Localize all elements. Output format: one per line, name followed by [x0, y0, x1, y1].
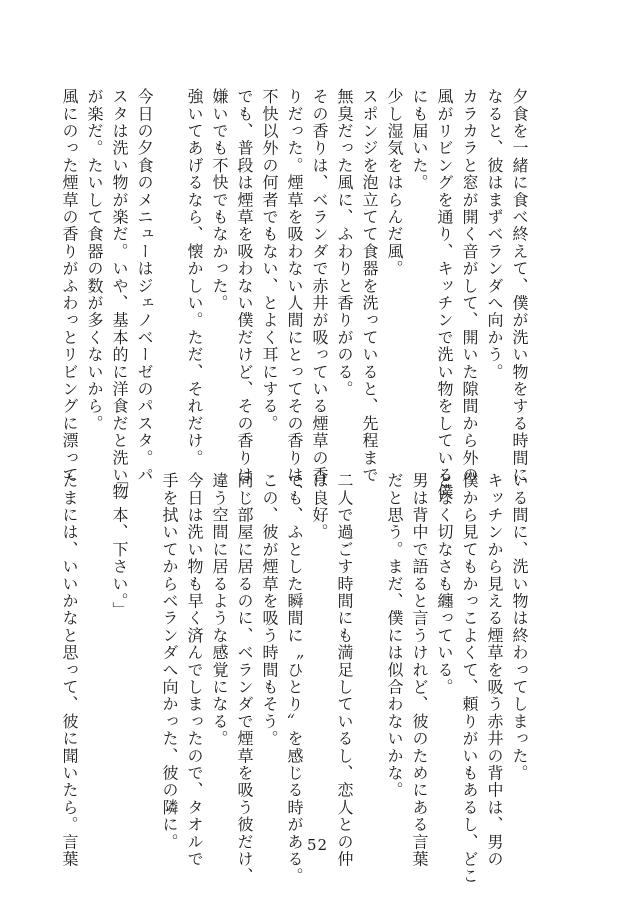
blank-column: [157, 88, 182, 418]
text-column: その香りは、ベランダで赤井が吸っている煙草の香: [310, 88, 329, 484]
text-column: 夕食を一緒に食べ終えて、僕が洗い物をする時間に: [510, 88, 529, 484]
text-column: 今日の夕食のメニューはジェノベーゼのパスタ。パ: [135, 88, 154, 484]
text-column: 僕から見てもかっこよくて、頼りがいもあるし、どこ: [460, 472, 479, 885]
blank-column: [82, 472, 107, 832]
dialogue-column: 「一本、下さい。」: [110, 472, 129, 619]
text-column: が楽だ。たいして食器の数が多くないから。: [85, 88, 104, 432]
text-column: キッチンから見える煙草を吸う赤井の背中は、男の: [485, 472, 504, 868]
text-column: 不快以外の何者でもない、とよく耳にする。: [260, 88, 279, 432]
text-column: 二人で過ごす時間にも満足しているし、恋人との仲: [335, 472, 354, 868]
text-column: 強いてあげるなら、懐かしい。ただ、それだけ。: [185, 88, 204, 467]
text-column: は良好。: [310, 472, 329, 541]
text-column: だと思う。まだ、僕には似合わないかな。: [385, 472, 404, 799]
text-column: りだった。煙草を吸わない人間にとってその香りは、: [285, 88, 304, 501]
text-column: たまには、いいかなと思って、彼に聞いたら。言葉: [60, 472, 79, 868]
text-column: スポンジを泡立てて食器を洗っていると、先程まで: [360, 88, 379, 484]
text-column: 手を拭いてからベランダへ向かった、彼の隣に。: [160, 472, 179, 851]
text-block-top: [60, 88, 532, 501]
text-column: 男は背中で語ると言うけれど、彼のためにある言葉: [410, 472, 429, 868]
text-column: 風がリビングを通り、キッチンで洗い物をしている僕: [435, 88, 454, 501]
page-number: 52: [306, 836, 329, 854]
text-column: カラカラと窓が開く音がして、開いた隙間から外の: [460, 88, 479, 484]
text-column: この、彼が煙草を吸う時間もそう。: [260, 472, 279, 748]
text-column: となく切なさも纏っている。: [435, 472, 454, 696]
text-column: 違う空間に居るような感覚になる。: [210, 472, 229, 748]
blank-column: [357, 472, 382, 832]
text-column: 無臭だった風に、ふわりと香りがのる。: [335, 88, 354, 398]
text-column: いる間に、洗い物は終わってしまった。: [510, 472, 529, 782]
text-column: 風にのった煙草の香りがふわっとリビングに漂って: [60, 88, 79, 484]
blank-column: [132, 472, 157, 832]
text-column: 同じ部屋に居るのに、ベランダで煙草を吸う彼だけ、: [235, 472, 254, 885]
text-column: でも、ふとした瞬間に〝ひとり〟を感じる時がある。: [285, 472, 304, 885]
text-column: 嫌いでも不快でもなかった。: [210, 88, 229, 312]
text-column: 少し湿気をはらんだ風。: [385, 88, 404, 278]
text-column: スタは洗い物が楽だ。いや、基本的に洋食だと洗い物: [110, 88, 129, 501]
text-column: なると、彼はまずベランダへ向かう。: [485, 88, 504, 381]
text-column: でも、普段は煙草を吸わない僕だけど、その香りは: [235, 88, 254, 484]
text-column: 今日は洗い物も早く済んでしまったので、タオルで: [185, 472, 204, 868]
text-column: にも届いた。: [410, 88, 429, 192]
